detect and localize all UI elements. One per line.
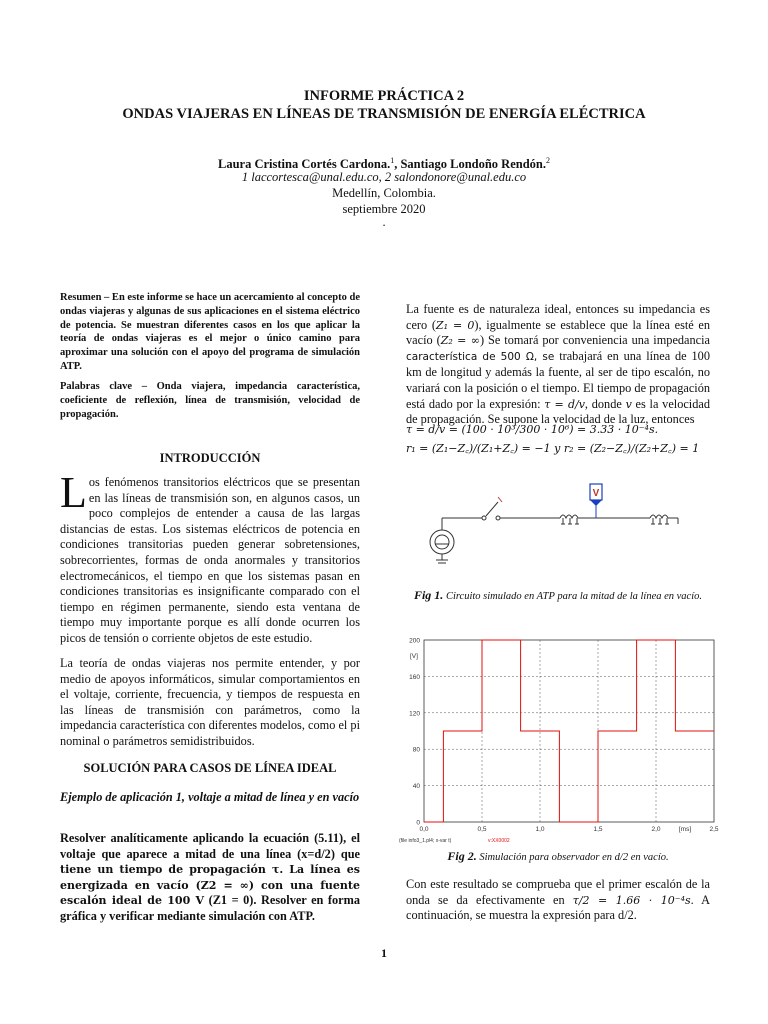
author-1-sup: 1 [390, 156, 395, 165]
y-tick-label: 200 [409, 637, 420, 645]
fig2-caption [406, 849, 710, 864]
fig1-text: Circuito simulado en ATP para la mitad de la línea en vacío. [443, 591, 703, 602]
inductor-1 [560, 515, 578, 518]
simulation-chart [396, 632, 726, 847]
x-tick-label: 1,0 [535, 826, 545, 833]
y-ticks [409, 638, 420, 827]
problem-c: (Z1 = 0). Resolver en forma gráfica y verificar mediante simulación con ATP. [60, 893, 360, 923]
rp2-eq: τ/2 = 1.66 · 10⁻⁴s [572, 893, 691, 907]
intro-paragraph-1 [60, 468, 360, 647]
fig1-caption [406, 588, 710, 603]
problem-b: tiene un tiempo de propagación τ. La línea es energizada en vacío (Z2 = ∞) con una fuente escalón ideal de 100 V [60, 863, 360, 908]
legend-file: (file info3_1.pl4; x-var t) [399, 838, 452, 844]
keywords: Palabras clave – Onda viajera, impedancia característica, coeficiente de reflexión, línea de transmisión, velocidad de propagación. [60, 381, 360, 420]
rp1-z1: Z₁ = 0 [435, 318, 475, 332]
y-tick-label: 160 [409, 673, 420, 681]
rp1-tau: τ = d/v [544, 397, 585, 411]
y-tick-label: 0 [416, 819, 420, 827]
y-tick-label: 80 [412, 746, 420, 754]
x-tick-label: 2,5 [709, 826, 719, 833]
equation-reflection: r₁ = (Z₁−Z꜀)/(Z₁+Z꜀) = −1 y r₂ = (Z₂−Z꜀)/(Z₂+Z꜀) = 1 [406, 442, 700, 455]
author-emails: 1 laccortesca@unal.edu.co, 2 salondonore@unal.edu.co [241, 170, 527, 184]
intro-p1-text: os fenómenos transitorios eléctricos que se presentan en las líneas de transmisión son, en algunos casos, un poco complejos de entender a causa de las largas distancias de estas. Los sistemas eléctricos de potencia en condiciones transitorias pueden generar sobretensiones, sobrecorrientes, formas de onda anormales y transitorios electromecánicos, el tiempo en que los sistemas pasan en condiciones transitorias es insignificante comparado con el tiempo en régimen permanente, siendo esta ventana de tiempo muy importante porque es allí donde ocurren los picos de tensión o corriente objetos de este estudio. [60, 475, 360, 645]
author-1: Laura Cristina Cortés Cardona. [217, 157, 391, 172]
legend-series: v:XX0002 [488, 838, 510, 844]
probe-label: V [592, 488, 600, 499]
y-tick-label: 40 [412, 783, 420, 791]
x-ticks [419, 826, 718, 833]
equation-tau: τ = d/v = (100 · 10³/300 · 10⁶) = 3.33 · 10⁻⁴s. [406, 423, 659, 436]
rp1-char: característica de 500 Ω, se [406, 350, 555, 363]
rp1-e: , donde [584, 396, 626, 411]
title-line-1: INFORME PRÁCTICA 2 [303, 88, 465, 104]
right-paragraph-1 [406, 302, 710, 428]
x-tick-label: 0,5 [477, 826, 487, 833]
switch-blade [486, 502, 498, 516]
inductor-2 [650, 515, 668, 518]
rp2-a: Con este resultado se comprueba que el primer escalón de la onda se da efectivamente en [406, 877, 710, 907]
rp1-c: ) Se tomará por conveniencia una impedancia [479, 333, 710, 348]
x-tick-label: 0,0 [419, 826, 429, 833]
example-subheading: Ejemplo de aplicación 1, voltaje a mitad de línea y en vacío [60, 790, 360, 804]
rp2-b: . A continuación, se muestra la expresión para d/2. [406, 892, 711, 923]
city: Medellín, Colombia. [332, 186, 436, 200]
y-axis-label: [V] [410, 653, 418, 660]
switch-node-1 [482, 516, 486, 520]
fig1-label: Fig 1. [413, 588, 444, 602]
author-2: , Santiago Londoño Rendón. [394, 157, 546, 172]
x-axis-label: [ms] [678, 826, 692, 833]
intro-paragraph-2: La teoría de ondas viajeras nos permite entender, y por medio de apoyos informáticos, simular comportamientos en el voltaje, corriente, frecuencia, y tiempos de respuesta en las líneas de transmisión con parámetros, como la impedancia característica con diferentes modelos, como el pi nominal o parámetros semidistribuidos. [60, 656, 360, 748]
problem-statement [60, 831, 360, 925]
date: septiembre 2020 [342, 202, 426, 216]
header-dot: . [382, 215, 386, 229]
rp1-z2: Z₂ = ∞ [440, 334, 480, 348]
rp1-f: es la velocidad de propagación. Se supone la velocidad de la luz, entonces [406, 396, 710, 427]
rp1-d: trabajará en una línea de 100 km de longitud y además la fuente, al ser de tipo escalón, no variará con la posición o el tiempo. El tiempo de propagación está dado por la expresión: [406, 348, 710, 411]
source-symbol [430, 530, 454, 554]
rp1-b: ), igualmente se establece que la línea esté en vacío ( [406, 317, 710, 348]
problem-a: Resolver analíticamente aplicando la ecuación (5.11), el voltaje que aparece a mitad de una línea (x=d/2) que [60, 831, 360, 861]
switch-node-2 [496, 516, 500, 520]
dropcap: L [60, 468, 87, 517]
x-tick-label: 2,0 [651, 826, 661, 833]
intro-heading: INTRODUCCIÓN [159, 451, 261, 465]
title-line-2: ONDAS VIAJERAS EN LÍNEAS DE TRANSMISIÓN DE ENERGÍA ELÉCTRICA [122, 106, 646, 122]
rp1-a: La fuente es de naturaleza ideal, entonces su impedancia es cero ( [406, 302, 710, 332]
circuit-diagram [420, 480, 690, 570]
rp1-v: v [625, 397, 632, 411]
solution-heading: SOLUCIÓN PARA CASOS DE LÍNEA IDEAL [83, 761, 337, 775]
x-tick-label: 1,5 [593, 826, 603, 833]
abstract: Resumen – En este informe se hace un acercamiento al concepto de ondas viajeras y algunas de sus aplicaciones en el sistema eléctrico de potencia. Se muestran diferentes casos en los que aplicar la teoría de ondas viajeras es el mejor o único camino para aproximar una solución con el apoyo del programa de simulación ATP. [60, 292, 360, 372]
right-paragraph-2 [406, 877, 710, 924]
y-tick-label: 120 [409, 710, 420, 718]
fig2-label: Fig 2. [447, 849, 477, 863]
author-2-sup: 2 [546, 156, 550, 165]
fig2-text: Simulación para observador en d/2 en vacío. [476, 852, 669, 863]
page-number: 1 [381, 946, 387, 960]
